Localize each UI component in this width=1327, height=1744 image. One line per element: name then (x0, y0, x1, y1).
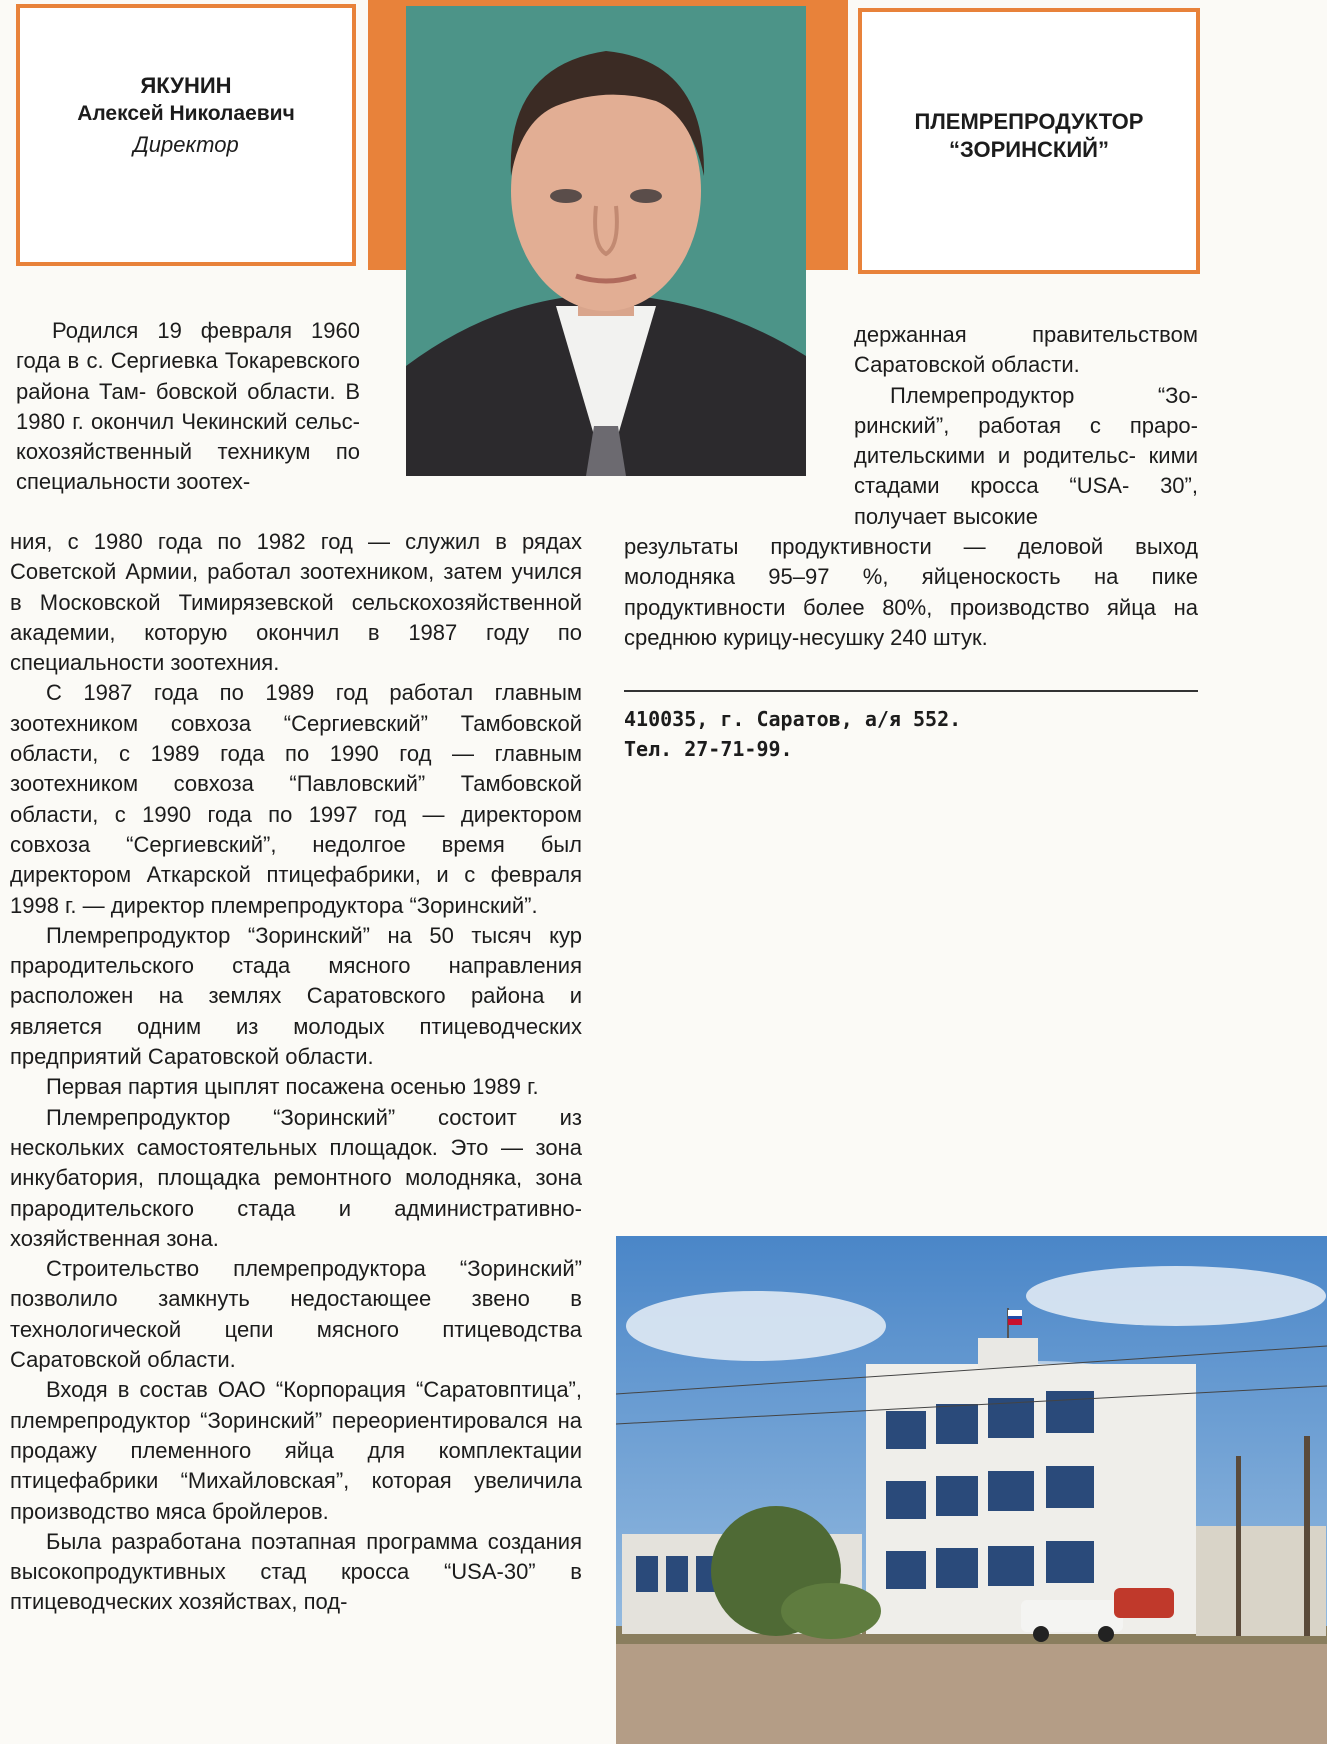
phone-number: Тел. 27-71-99. (624, 737, 793, 761)
right-column-intro (854, 320, 1198, 532)
biography-intro-text: Родился 19 февраля 1960 года в с. Сергиевка Токаревского района Там- бовской области. В 1980 г. окончил Чекинский сельс- кохозяйственный техникум по специальности зоотех- (16, 318, 360, 495)
bio-paragraph: ния, с 1980 года по 1982 год — служил в рядах Советской Армии, работал зоотехником, затем учился в Московской Тимирязевской сельскохозяйственной академии, которую окончил в 1987 году по специальности зоотехния. (10, 529, 582, 676)
building-photo (616, 1236, 1327, 1744)
postal-address: 410035, г. Саратов, а/я 552. (624, 707, 962, 731)
contacts-block (624, 704, 1198, 764)
organization-box (858, 8, 1200, 274)
first-patronymic: Алексей Николаевич (77, 102, 295, 125)
biography-intro (16, 316, 360, 498)
bio-paragraph: Первая партия цыплят посажена осенью 1989 г. (46, 1074, 539, 1100)
productivity-paragraph: результаты продуктивности — деловой выход молодняка 95–97 %, яйценоскость на пике продуктивности более 80%, производство яйца на среднюю курицу-несушку 240 штук. (624, 534, 1198, 650)
bio-paragraph: Племрепродуктор “Зоринский” состоит из нескольких самостоятельных площадок. Это — зона инкубатория, площадка ремонтного молодняка, зона прародительского стада и административно-хозяйственная зона. (10, 1104, 582, 1251)
contacts-divider (624, 690, 1198, 692)
organization-line-2: “ЗОРИНСКИЙ” (949, 137, 1109, 162)
right-intro-text-2: Племрепродуктор “Зо- ринский”, работая с прaро- дительскими и родительс- кими стадами кросса “USA- 30”, получает высокие (854, 382, 1198, 529)
bio-paragraph: Была разработана поэтапная программа создания высокопродуктивных стад кросса “USA-30” в птицеводческих хозяйствах, под- (10, 1528, 582, 1615)
surname: ЯКУНИН (140, 73, 232, 98)
right-intro-text: держанная правительством Саратовской области. (854, 322, 1198, 378)
biography-body (10, 527, 582, 1618)
organization-line-1: ПЛЕМРЕПРОДУКТОР (914, 109, 1144, 134)
bio-paragraph: Племрепродуктор “Зоринский” на 50 тысяч кур прародительского стада мясного направления расположен на землях Саратовского района и является одним из молодых птицеводческих предприятий Саратовской области. (10, 922, 582, 1070)
bio-paragraph: Строительство племрепродуктора “Зоринский” позволило замкнуть недостающее звено в технологической цепи мясного птицеводства Саратовской области. (10, 1256, 582, 1373)
bio-paragraph: С 1987 года по 1989 год работал главным зоотехником совхоза “Сергиевский” Тамбовской области, с 1989 года по 1990 год — главным зоотехником совхоза “Павловский” Тамбовской области, с 1990 года по 1997 год — директором совхоза “Сергиевский”, недолгое время был директором Аткарской птицефабрики, и с февраля 1998 г. — директор племрепродуктора “Зоринский”. (10, 680, 582, 918)
position-title: Директор (133, 132, 239, 157)
director-portrait-photo (406, 6, 806, 476)
name-box (16, 4, 356, 266)
right-column-body (624, 532, 1198, 653)
bio-paragraph: Входя в состав ОАО “Корпорация “Саратовптица”, племрепродуктор “Зоринский” переориентировался на продажу племенного яйца для комплектации птицефабрики “Михайловская”, которая увеличила производство мяса бройлеров. (10, 1377, 582, 1524)
